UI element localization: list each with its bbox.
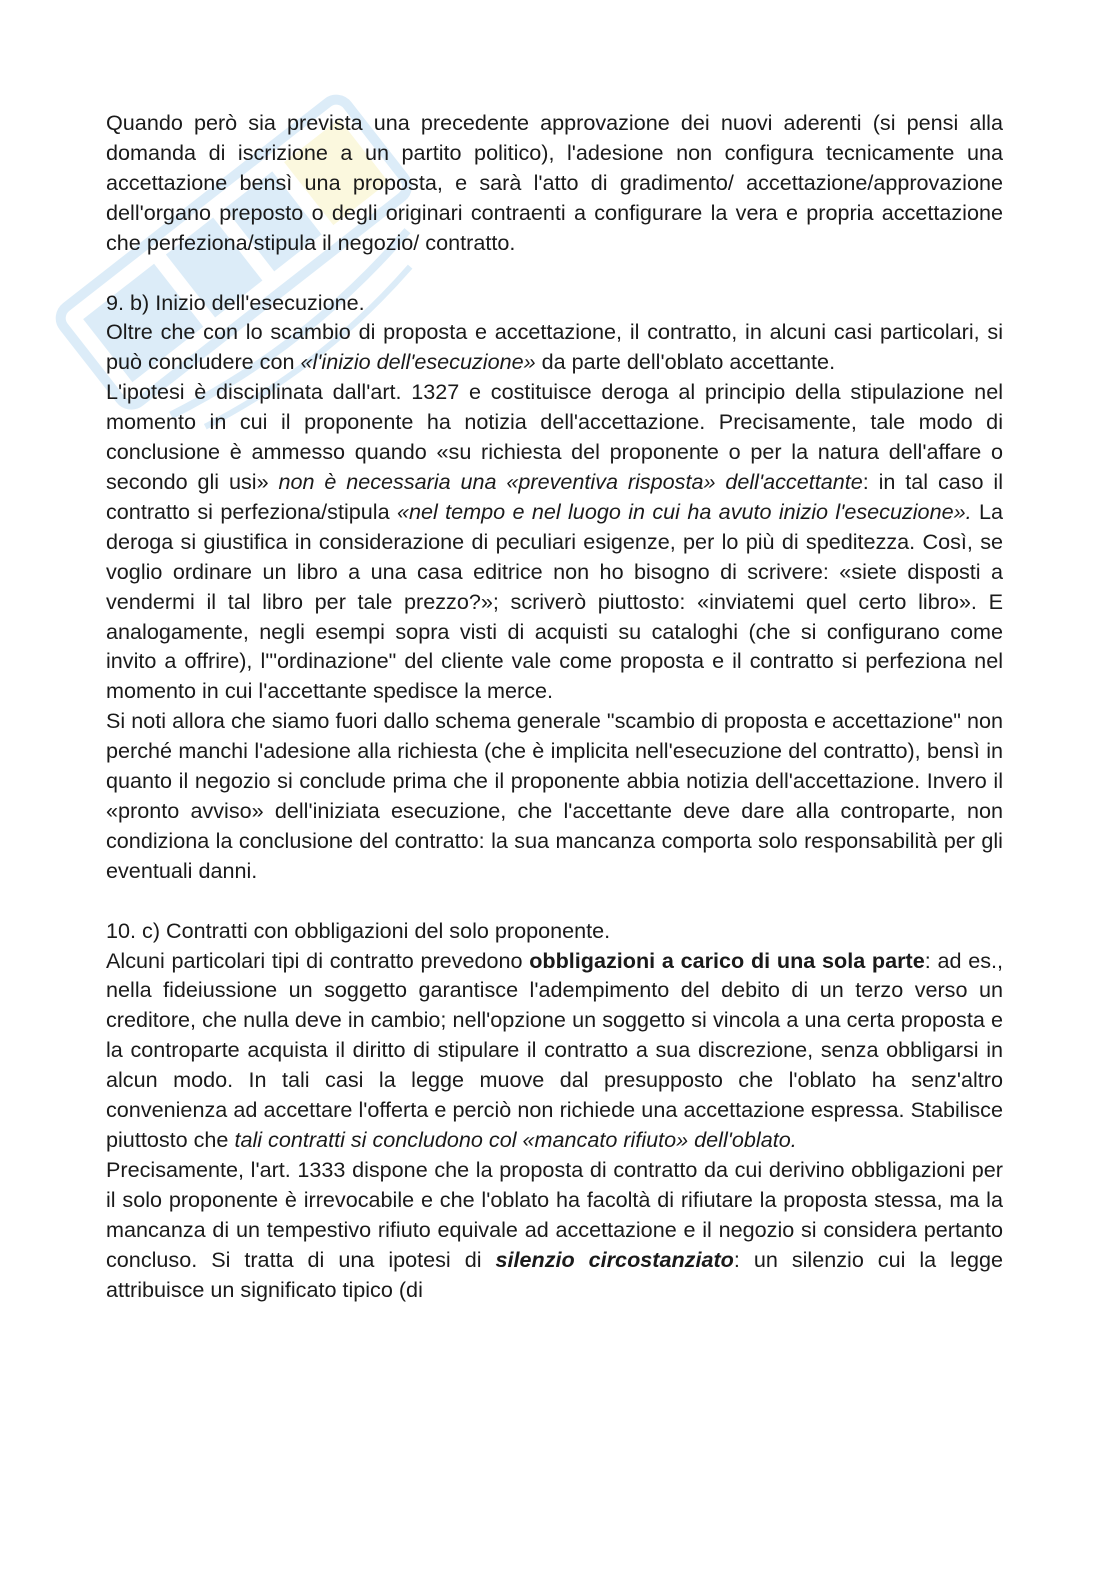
section-heading-10 bbox=[106, 916, 1003, 946]
bold-italic-run: silenzio circostanziato bbox=[495, 1246, 734, 1272]
paragraph-obbligazioni-solo-proponente bbox=[106, 946, 1003, 1155]
italic-run: non è necessaria una «preventiva risposta» dell'accettante bbox=[278, 468, 863, 494]
text-run: : ad es., nella fideiussione un soggetto garantisce l'adempimento del debito di un terzo verso un creditore, che nulla deve in cambio; nell'opzione un soggetto si vincola a una certa proposta e la controparte acquista il diritto di stipulare il contratto a sua discrezione, senza obbligarsi in alcun modo. In tali casi la legge muove dal presupposto che l'oblato ha senz'altro convenienza ad accettare l'offerta e perciò non richiede una accettazione espressa. Stabilisce piuttosto che bbox=[106, 947, 1003, 1152]
italic-run: «l'inizio dell'esecuzione» bbox=[300, 349, 536, 375]
paragraph-text: Si noti allora che siamo fuori dallo schema generale "scambio di proposta e accettazione" non perché manchi l'adesione alla richiesta (che è implicita nell'esecuzione del contratto), bensì in quanto il negozio si conclude prima che il proponente abbia notizia dell'accettazione. Invero il «pronto avviso» dell'iniziata esecuzione, che l'accettante deve dare alla controparte, non condiziona la conclusione del contratto: la sua mancanza comporta solo responsabilità per gli eventuali danni. bbox=[106, 708, 1003, 883]
paragraph-art-1327 bbox=[106, 377, 1003, 706]
document-page bbox=[106, 108, 1003, 1304]
paragraph-schema-generale bbox=[106, 706, 1003, 885]
italic-run: «nel tempo e nel luogo in cui ha avuto inizio l'esecuzione». bbox=[396, 498, 972, 524]
text-run: Oltre che con lo scambio di proposta e accettazione, il contratto, in alcuni casi particolari, si può concludere con bbox=[106, 319, 1003, 375]
italic-run: tali contratti si concludono col «mancato rifiuto» dell'oblato. bbox=[234, 1127, 797, 1152]
text-run: Alcuni particolari tipi di contratto prevedono bbox=[106, 947, 530, 973]
text-run: L'ipotesi è disciplinata dall'art. 1327 e costituisce deroga al principio della stipulazione nel momento in cui il proponente ha notizia dell'accettazione. Precisamente, tale modo di conclusione è ammesso quando «su richiesta del proponente o per la natura dell'affare o secondo gli usi» bbox=[106, 379, 1003, 494]
heading-text: 10. c) Contratti con obbligazioni del solo proponente. bbox=[106, 917, 611, 943]
heading-text: 9. b) Inizio dell'esecuzione. bbox=[106, 289, 365, 315]
paragraph-adesione bbox=[106, 108, 1003, 258]
paragraph-inizio-esecuzione bbox=[106, 317, 1003, 377]
text-run: da parte dell'oblato accettante. bbox=[535, 349, 836, 375]
paragraph-text: Quando però sia prevista una precedente approvazione dei nuovi aderenti (si pensi alla domanda di iscrizione a un partito politico), l'adesione non configura tecnicamente una accettazione bensì una proposta, e sarà l'atto di gradimento/ accettazione/approvazione dell'organo preposto o degli originari contraenti a configurare la vera e propria accettazione che perfeziona/stipula il negozio/ contratto. bbox=[106, 110, 1003, 255]
text-run: : un silenzio cui la legge attribuisce un significato tipico (di bbox=[106, 1246, 1003, 1302]
text-run: Precisamente, l'art. 1333 dispone che la proposta di contratto da cui derivino obbligazioni per il solo proponente è irrevocabile e che l'oblato ha facoltà di rifiutare la proposta stessa, ma la mancanza di un tempestivo rifiuto equivale ad accettazione e il negozio si considera pertanto concluso. Si tratta di una ipotesi di bbox=[106, 1156, 1003, 1272]
text-run: : in tal caso il contratto si perfeziona/stipula bbox=[106, 468, 1004, 524]
text-run: La deroga si giustifica in considerazione di peculiari esigenze, per lo più di speditezza. Così, se voglio ordinare un libro a una casa editrice non ho bisogno di scrivere: «siete disposti a vendermi il tal libro per tale prezzo?»; scriverò piuttosto: «inviatemi quel certo libro». E analogamente, negli esempi sopra visti di acquisti su cataloghi (che si configurano come invito a offrire), l'"ordinazione" del cliente vale come proposta e il contratto si perfeziona nel momento in cui l'accettante spedisce la merce. bbox=[106, 498, 1003, 704]
section-heading-9 bbox=[106, 288, 1003, 318]
bold-run: obbligazioni a carico di una sola parte bbox=[529, 947, 925, 973]
paragraph-art-1333 bbox=[106, 1155, 1003, 1305]
